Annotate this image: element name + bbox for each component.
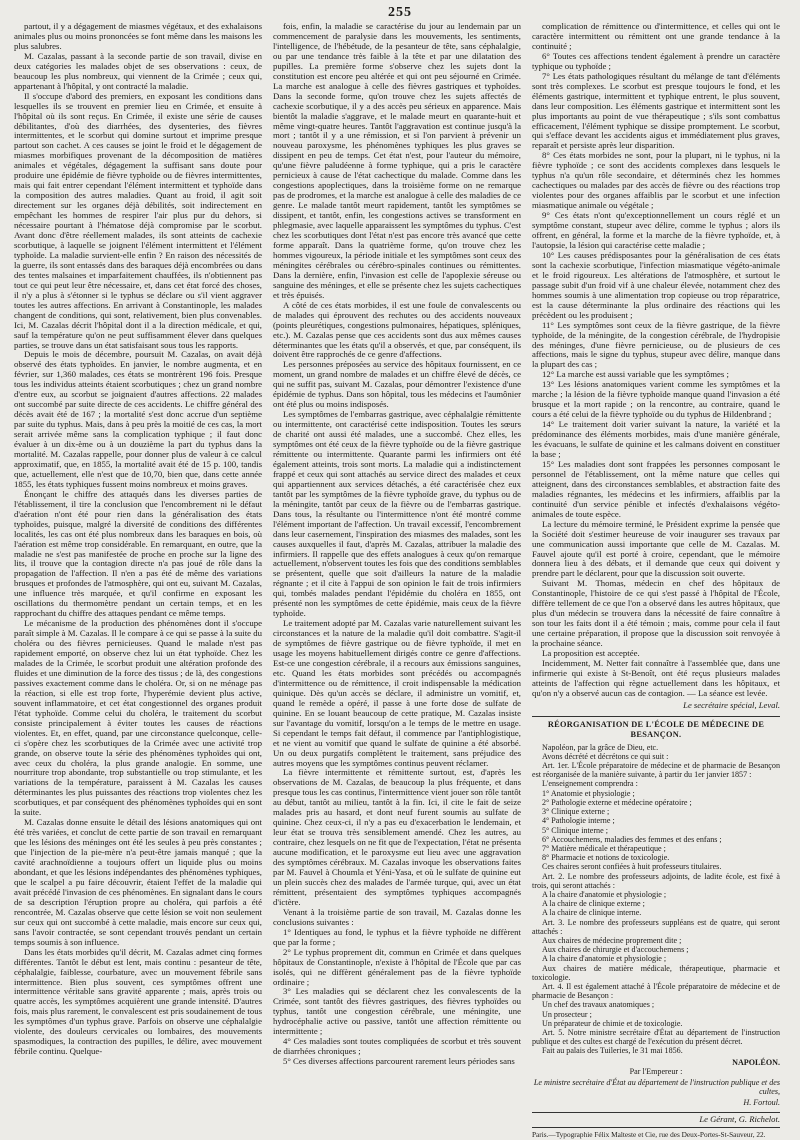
paragraph: Le mécanisme de la production des phénomènes dont il s'occupe paraît simple à M. Cazalas. Il le compare à ce qui se passe à la suite du choléra ou des fièvres pernicieuses. Quand le malade n'est pas rapidement emporté, on observe chez lui un état typhoïde. Chez les malades de la Crimée, le scorbut produit une altération profonde des fluides et une diminution de la force des tissus ; de là, des congestions passives exactement comme dans le choléra. Or, si on ne ménage pas la réaction, si elle est trop forte, l'hyperémie devient plus active, souvent inflammatoire, et cet état congestionnel des organes produit l'état typhoïde. Comme celui du choléra, le traitement du scorbut consiste principalement à éviter toutes les causes de réactions violentes. Et, en effet, quand, par une circonstance quelconque, celle-ci s'opère chez les scorbutiques de la Crimée avec une activité trop grande, on observe toute la série des phénomènes typhoïdes qui ont, avec ceux du choléra, la plus grande analogie. En somme, une nourriture trop abondante, trop substantielle ou trop stimulante, et les variations de la température, paraissent à M. Cazalas les causes déterminantes les plus puissantes des réactions trop violentes chez les scorbutiques, et par conséquent des phénomènes typhoïdes qui en sont la suite.	[14, 618, 262, 818]
conclusion-item: 12° La marche est aussi variable que les symptômes ;	[542, 369, 729, 380]
paragraph: Énonçant le chiffre des attaqués dans les diverses parties de l'établissement, il tire la conclusion que l'encombrement ni le défaut d'aération n'ont été pour rien dans la généralisation des états typhoïdes, puisque, malgré la diversité de conditions des différentes localités, les cas ont été plus nombreux dans les baraques en bois, où l'aération est même trop considérable. En remarquant, en outre, que la maladie ne s'est pas manifestée de proche en proche sur la ligne des lits, il trouve que la contagion directe n'a pas joué de rôle dans la propagation de l'affection. Il n'en a pas été de même des variations brusques et profondes de l'atmosphère, qui ont eu, suivant M. Cazalas, une influence très marquée, et qu'il confirme en exposant les oscillations du thermomètre pendant un certain temps, et en les rapprochant du chiffre des attaques pendant ce même temps.	[14, 488, 262, 619]
by-emperor: Par l'Empereur :	[629, 1066, 683, 1076]
conclusion-item: 7° Les états pathologiques résultant du mélange de tant d'éléments sont très complexes. Le scorbut est presque toujours le fond, et les éléments gastrique, intermittent et typhique entrent, le plus souvent, dans leur composition. Les éléments gastrique et intermittent sont les plus importants au point de vue thérapeutique ; s'ils sont combattus efficacement, l'élément typhique se dissipe promptement. Le scorbut, qui s'efface devant les accidents aigus et immédiatement plus graves, reparaît et persiste après leur disparition.	[532, 70, 780, 151]
conclusion-item: 1° Identiques au fond, le typhus et la fièvre typhoïde ne diffèrent que par la forme ;	[273, 926, 521, 947]
decree-article: A la chaire de clinique externe ;	[542, 899, 645, 909]
conclusion-item: 11° Les symptômes sont ceux de la fièvre gastrique, de la fièvre typhoïde, de la méningite, de la congestion cérébrale, de l'hydropisie des méninges, d'une fièvre pernicieuse, ou de plusieurs de ces affections, mais le signe du typhus, stupeur avec délire, manque dans la plupart des cas ;	[532, 319, 780, 370]
decree-article: Aux chaires de matière médicale, thérapeutique, pharmacie et toxicologie.	[532, 963, 780, 982]
paragraph: M. Cazalas donne ensuite le détail des lésions anatomiques qui ont été très variées, et conclut de cette partie de son travail en remarquant que les lésions des méninges ont été les seules à peu près constantes ; que l'injection de la pie-mère n'a peut-être jamais manqué ; que la cavité arachnoïdienne a toujours offert un liquide plus ou moins abondant, et que les lésions indépendantes des phénomènes typhiques, que le scalpel a pu faire découvrir, étaient l'effet de la maladie qui avait précédé l'invasion de ces phénomènes. En signalant dans le cours de sa description l'éruption propre au choléra, qui parfois a été rencontrée, M. Cazalas observe que cette lésion se voit non seulement sur ceux qui ont succombé à cette maladie, mais encore sur ceux qui, sans l'avoir contractée, se sont cependant trouvés pendant un certain temps soumis à son influence.	[14, 817, 262, 947]
paragraph: Les symptômes de l'embarras gastrique, avec céphalalgie rémittente ou intermittente, ont caractérisé cette indisposition. Toutes les sœurs de charité ont aussi été malades, une a succombé. Chez elles, les symptômes ont été ceux de la fièvre typhoïde ou de la fièvre gastrique rémittente ou intermittente. Quarante parmi les infirmiers ont été également atteints, trois sont morts. La maladie qui a indistinctement frappé et ceux qui sont attachés au service direct des malades et ceux qui appartiennent aux services détachés, a été caractérisée chez eux tantôt par les symptômes de la fièvre typhoïde grave, du typhus ou de la méningite, tantôt par ceux de la fièvre ou de l'embarras gastrique. Dans tous, la résultante ou l'intermittence n'ont été montré comme l'élément important de l'affection. Un travail excessif, l'encombrement dans leur casernement, l'inspiration des miasmes des malades, sont les causes auxquelles il faut, d'après M. Cazalas, attribuer la maladie des infirmiers. Il rappelle que des effets analogues à ceux qu'on remarque actuellement, n'observent toutes les fois que des conditions semblables se présentent, quelle que soit d'ailleurs la nature de la maladie régnante ; et il cite à l'appui de son opinion le fait de trois infirmiers qui, tombés malades pendant l'épidémie du choléra en 1855, ont présenté non les symptômes de cette épidémie, mais ceux de la fièvre typhoïde.	[273, 409, 521, 619]
conclusion-item: 9° Ces états n'ont qu'exceptionnellement un cours réglé et un symptôme constant, stupeur avec délire, comme le typhus ; alors ils offrent, en général, la forme et la marche de la fièvre typhoïde, et, à l'autopsie, la lésion qui caractérise cette maladie ;	[532, 210, 780, 250]
paragraph: Les personnes préposées au service des hôpitaux fournissent, en ce moment, un grand nombre de malades et un chiffre élevé de décès, ce qui ne suffit pas, suivant M. Cazalas, pour démontrer l'existence d'une épidémie de typhus. Dans son hôpital, tous les médecins et l'aumônier ont été plus ou moins indisposés.	[273, 359, 521, 410]
decree-article: A la chaire de clinique interne.	[542, 908, 642, 918]
paragraph: La fièvre intermittente et rémittente surtout, est, d'après les observations de M. Cazalas, de beaucoup la plus fréquente, et dans presque tous les cas continus, l'intermittence vient jouer son rôle tantôt au début, tantôt au milieu, tantôt à la fin. Ici, il cite le fait de seize malades pris au hasard, et dont neuf furent soumis au sulfate de quinine. Chez ceux-ci, il n'y a pas eu d'exacerbation le lendemain, et leur état se trouva très sensiblement amendé. Chez les autres, au contraire, chez lesquels on ne fit que de l'expectation, l'état ne présenta aucune modification, et le paroxysme eut lieu avec une aggravation des symptômes cérébraux. M. Cazalas invoque les observations faites par M. Fauvel à Choumla et Yéni-Yasa, et où le sulfate de quinine eut un plein succès chez des malades de l'armée turque, qui, avec un état rémittent, présentaient des symptômes typhiques accompagnés d'ictère.	[273, 767, 521, 907]
decree-article: Aux chaires de médecine proprement dite ;	[542, 935, 682, 945]
teaching-item: 6° Accouchemens, maladies des femmes et des enfans ;	[542, 834, 722, 844]
column-1	[14, 22, 262, 1088]
decree-article: Art. 4. Il est également attaché à l'École préparatoire de médecine et de pharmacie de Besançon :	[532, 981, 780, 1001]
decree-line: Avons décrété et décrétons ce qui suit :	[542, 751, 669, 761]
decree-line: L'enseignement comprendra :	[542, 779, 638, 789]
paragraph: Dans les états morbides qu'il décrit, M. Cazalas admet cinq formes différentes. Tantôt le début est lent, mais continu : pesanteur de tête, céphalalgie, faiblesse, courbature, avec un mouvement fébrile sans intermittence. Bien plus souvent, ces symptômes offrent une intermittence véritable sans gravité apparente ; mais, après trois ou quatre accès, les symptômes acquièrent une grande intensité. D'autres fois, mais plus rarement, le convalescent est pris soudainement de tous les symptômes d'un typhus grave. Parfois on observe une céphalalgie violente, des douleurs cervicales ou lombaires, des mouvements spasmodiques, la contraction des pupilles, le délire, avec mouvement fébrile continu. Quelque-	[14, 946, 262, 1057]
decree-title: RÉORGANISATION DE L'ÉCOLE DE MÉDECINE DE BESANÇON.	[532, 716, 780, 740]
page-number: 255	[388, 5, 412, 20]
conclusion-item: 8° Ces états morbides ne sont, pour la plupart, ni le typhus, ni la fièvre typhoïde ; ce sont des accidents complexes dans lesquels le typhus n'a qu'un rôle secondaire, et déterminés chez les hommes cachectiques ou malades par des accès de fièvre ou des réactions trop violentes pour des organes affaiblis par le scorbut et une infection miasmatique animale ou végétale ;	[532, 150, 780, 211]
conclusion-item: 4° Ces maladies sont toutes compliquées de scorbut et très souvent de diarrhées chroniques ;	[273, 1036, 521, 1057]
paragraph: M. Cazalas, passant à la seconde partie de son travail, divise en deux catégories les malades objet de ses observations : ceux, de beaucoup les plus nombreux, qui viennent de la Crimée ; ceux qui, appartenant à l'hôpital, y ont contracté la maladie.	[14, 50, 262, 91]
conclusion-item: 15° Les maladies dont sont frappées les personnes composant le personnel de l'établissement, ont la même nature que celles qui atteignent, dans des circonstances semblables, et abstraction faite des maladies régnantes, les médecins et les infirmiers, affaiblis par la continuité d'un service pénible et infectés d'exhalaisons végéto-animales de toute espèce.	[532, 458, 780, 519]
decree-article: Art. 2. Le nombre des professeurs adjoints, de ladite école, est fixé à trois, qui seront attachés :	[532, 871, 780, 890]
paragraph: Suivant M. Thomas, médecin en chef des hôpitaux de Constantinople, l'histoire de ce qui s'est passé à l'hôpital de l'École, diffère tellement de ce que l'on a observé dans les autres hôpitaux, que plus d'un médecin se trouvera dans la nécessité de faire connaître à son tour les faits dont il a été témoin ; mais, comme pour cela il faut une certaine préparation, il propose que la discussion soit renvoyée à la prochaine séance.	[532, 578, 780, 649]
printer-line: Paris.—Typographie Félix Malteste et Cie, rue des Deux-Portes-St-Sauveur, 22.	[532, 1127, 780, 1140]
decree-article: Aux chaires de chirurgie et d'accouchemens ;	[542, 945, 689, 955]
decree-line: Napoléon, par la grâce de Dieu, etc.	[542, 742, 659, 752]
decree-article: A la chaire d'anatomie et physiologie ;	[542, 889, 667, 899]
paragraph: complication de rémittence ou d'intermittence, et celles qui ont le caractère intermittent ou rémittent ont une grande tendance à la continuité ;	[532, 21, 780, 51]
decree-line: Art. 1er. L'École préparatoire de médecine et de pharmacie de Besançon est réorganisée de la manière suivante, à partir du 1er janvier 1857 :	[532, 761, 780, 780]
manager-signature: Le Gérant, G. Richelot.	[699, 1113, 780, 1124]
decree-article: A la chaire d'anatomie et physiologie ;	[542, 954, 667, 964]
paragraph: La proposition est acceptée.	[542, 648, 640, 659]
decree-signer: NAPOLÉON.	[732, 1057, 780, 1067]
conclusion-item: 10° Les causes prédisposantes pour la généralisation de ces états sont la cachexie scorbutique, l'infection miasmatique végéto-animale et le froid rigoureux. Les altérations de l'atmosphère, et surtout le passage subit d'un froid vif à une chaleur élevée, notamment chez des hommes soumis à une alimentation trop copieuse ou trop réparatrice, est la cause déterminante la plus ordinaire des réactions qui les précèdent ou les produisent ;	[532, 249, 780, 320]
teaching-item: 8° Pharmacie et notions de toxicologie.	[542, 853, 670, 863]
paragraph: Depuis le mois de décembre, poursuit M. Cazalas, on avait déjà observé des états typhoïdes. En janvier, le nombre augmenta, et en février, sur 1,360 malades, ces états se montrèrent 196 fois. Presque tous les individus atteints étaient scorbutiques ; chez un grand nombre d'entre eux, au scorbut se joignaient d'autres affections. 22 malades ont succombé par suite directe de ces accidents. Le chiffre général des décès avait été de 167 ; la mortalité s'est donc accrue d'un septième par suite du typhus. Mais, dans à peu près la moitié de ces cas, la mort serait arrivée même sans la complication typhique ; il faut donc évaluer à un dix-ème ou à un douzième la part du typhus dans la mortalité. M. Cazalas rappelle, pour donner plus de valeur à ce calcul approximatif, que, en 1855, la mortalité avait été de 15 p. 100, tandis que, actuellement, elle n'est que de 10,70, bien que, dans cette année 1855, les états typhiques fussent moins nombreux et moins graves.	[14, 349, 262, 489]
decree-block	[532, 743, 780, 1108]
decree-article: Un chef des travaux anatomiques ;	[542, 1000, 655, 1010]
paragraph: Le traitement adopté par M. Cazalas varie naturellement suivant les circonstances et la nature de la maladie qu'il doit combattre. S'agit-il de symptômes de fièvre gastrique ou de fièvre typhoïde, il met en usage les moyens habituellement dirigés contre ce genre d'affections. Est-ce une congestion cérébrale, il a recours aux émissions sanguines, etc. Quand les états morbides sont précédés ou accompagnés d'intermittence ou de rémittence, il croit indispensable la médication quinique. Dès qu'un accès se déclare, il administre un vomitif, et, quand le remède a opéré, il passe à une forte dose de sulfate de quinine. En se louant beaucoup de cette pratique, M. Cazalas insiste sur l'avantage du vomitif, lorsqu'on a le temps de le mettre en usage. Si cependant le temps fait défaut, il commence par l'antiphlogistique, et ne vient au vomitif que quand le sulfate de quinine a été absorbé. Un ou deux purgatifs complètent le traitement, sans préjudice des autres moyens que les symptômes continus peuvent réclamer.	[273, 618, 521, 768]
decree-article: Art. 5. Notre ministre secrétaire d'État au département de l'instruction publique et des cultes est chargé de l'exécution du présent décret.	[532, 1027, 780, 1047]
minister-name: H. Fortoul.	[743, 1098, 780, 1108]
teaching-item: Ces chaires seront confiées à huit professeurs titulaires.	[542, 862, 722, 872]
teaching-item: 1° Anatomie et physiologie ;	[542, 788, 635, 798]
paragraph: Venant à la troisième partie de son travail, M. Cazalas donne les conclusions suivantes :	[273, 906, 521, 927]
decree-article: Fait au palais des Tuileries, le 31 mai 1856.	[542, 1046, 683, 1056]
teaching-item: 2° Pathologie externe et médecine opératoire ;	[542, 797, 692, 807]
decree-article: Un préparateur de chimie et de toxicologie.	[542, 1018, 683, 1028]
teaching-item: 4° Pathologie interne ;	[542, 816, 615, 826]
divider	[532, 1112, 780, 1113]
conclusion-item: 5° Ces diverses affections parcourent rarement leurs périodes sans	[283, 1056, 515, 1067]
conclusion-item: 2° Le typhus proprement dit, commun en Crimée et dans quelques hôpitaux de Constantinople, n'existe à l'hôpital de l'École que par cas isolés, qui ne diffèrent généralement pas de la fièvre typhoïde ordinaire ;	[273, 946, 521, 987]
decree-article: Art. 3. Le nombre des professeurs suppléans est de quatre, qui seront attachés :	[532, 917, 780, 936]
teaching-item: 3° Clinique externe ;	[542, 807, 610, 817]
column-2	[273, 22, 521, 1088]
conclusion-item: 3° Les maladies qui se déclarent chez les convalescents de la Crimée, sont tantôt des fièvres gastriques, des fièvres typhoïdes ou typhus, tantôt une congestion cérébrale, une méningite, une hydrocéphalie active ou passive, tantôt une affection rémittente ou intermittente ;	[273, 986, 521, 1037]
teaching-item: 5° Clinique interne ;	[542, 825, 608, 835]
conclusion-item: 14° Le traitement doit varier suivant la nature, la variété et la prédominance des éléments morbides, mais d'une manière générale, les évacuans, le sulfate de quinine et les calmans doivent en constituer la base ;	[532, 419, 780, 459]
decree-article: Un prosecteur ;	[542, 1009, 592, 1019]
secretary-signature: Le secrétaire spécial, Leval.	[683, 699, 780, 710]
paragraph: Il s'occupe d'abord des premiers, en exposant les conditions dans lesquelles ils se trouvent en premier lieu en Crimée, et ensuite à l'hôpital où ils sont reçus. En Crimée, il existe une série de causes débilitantes, d'où des diarrhées, des dysenteries, des fièvres intermittentes, et le scorbut qui domine surtout et imprime presque partout son cachet. A ces causes se joint le froid et le dégagement de miasmes morbifiques provenant de la décomposition de matières animales et végétales, dégagement la suffisant sans doute pour produire une épidémie de fièvre typhoïde ou de fièvres intermittentes, mais qui fait entrer cependant l'élément intermittent et typhoïde dans la composition des autres maladies. Quant au froid, il agit soit directement sur les organes déjà débilités, soit indirectement en empêchant les hommes de respirer l'air plus pur du dehors, si nécessaire pourtant à l'hématose déjà compromise par le scorbut. Avant donc d'être réellement malades, ils sont atteints de cachexie scorbutique, à laquelle se joignent l'élément intermittent et l'élément typhoïde. La maladie survient-elle enfin ? En raison des nécessités de la guerre, ils sont entassés dans des baraques déjà encombrées ou dans des tentes malsaines et imparfaitement chauffées, ils n'obtiennent pas tout ce qui peut leur être nécessaire, et, dans cet état forcé des choses, il n'y a plus à s'étonner si le typhus se déclare ou s'il vient aggraver toutes les autres affections. En arrivant à Constantinople, les malades changent de conditions, qui sont, relativement, bien plus convenables. Ici, M. Cazalas décrit l'hôpital dont il a la direction médicale, et qui, sauf la température qu'on ne peut suffisamment élever dans quelques parties, se trouve dans un état satisfaisant sous tous les rapports.	[14, 90, 262, 350]
teaching-item: 7° Matière médicale et thérapeutique ;	[542, 843, 666, 853]
paragraph: Incidemment, M. Netter fait connaître à l'assemblée que, dans une infirmerie qui existe à St-Benoît, ont été reçus plusieurs malades atteints de l'affection qui règne actuellement dans les hôpitaux, et qu'on n'y a observé aucun cas de contagion. — La séance est levée.	[532, 658, 780, 698]
paragraph: La lecture du mémoire terminé, le Président exprime la pensée que la Société doit s'estimer heureuse de voir inaugurer ses travaux par une communication aussi importante que celle de M. Cazalas. M. Fauvel ajoute qu'il est porté à croire, cependant, que le mémoire donnera lieu à des débats, et il demande que ceux qui doivent y prendre part le déclarent, pour que la discussion soit ouverte.	[532, 518, 780, 579]
paragraph: fois, enfin, la maladie se caractérise du jour au lendemain par un commencement de paralysie dans les mouvements, les sentiments, l'intelligence, de l'hébétude, de la pesanteur de tête, sans céphalalgie, ou par une tendance très faible à la tête et par une dilatation des pupilles. La première forme s'observe chez les sujets dont la constitution est encore peu altérée et qui ont peu séjourné en Crimée. La marche est analogue à celle des fièvres gastriques et typhoïdes. Dans la seconde forme, qu'on trouve chez les sujets affectés de cachexie scorbutique, il y a des accès peu sérieux en apparence. Mais bientôt la maladie s'aggrave, et le malade meurt en quarante-huit et même vingt-quatre heures. Tantôt l'aggravation est continue jusqu'à la mort ; tantôt il y a une rémission, et si l'on parvient à prévenir un nouveau paroxysme, les phénomènes typhiques les plus graves se dissipent en peu de temps. Cet état n'est, pour l'auteur du mémoire, qu'une fièvre paludéenne à forme typhique, qui a pris le caractère pernicieux à cause de l'état cachectique du malade. Comme dans les congestions apoplectiques, dans la troisième forme on ne remarque pas de prodromes, et la marche est analogue à celle des maladies de ce genre. Le malade tantôt meurt rapidement, tantôt les symptômes se dissipent, et tantôt, enfin, les congestions actives se transforment en phlegmasie, avec laquelle apparaissent les symptômes du typhus. C'est chez les scorbutiques dont l'état n'est pas encore très avancé que cette forme apparaît. Dans la quatrième forme, qu'on trouve chez les hommes vigoureux, la période initiale et les symptômes sont ceux des méningites cérébrales ou cérébro-spinales continues ou rémittentes. Dans la dernière, enfin, l'invasion est celle de l'apoplexie séreuse ou sanguine des méninges, et elle se présente chez les sujets cachectiques et très épuisés.	[273, 21, 521, 300]
paragraph: A côté de ces états morbides, il est une foule de convalescents ou de malades qui éprouvent des rechutes ou des accidents nouveaux (points pleurétiques, congestions pulmonaires, hépatiques, spléniques, etc.). M. Cazalas pense que ces accidents sont dus aux mêmes causes déterminantes que les états qu'il a observés, et que, par conséquent, ils doivent être rapprochés de ce genre d'affections.	[273, 299, 521, 360]
paragraph: partout, il y a dégagement de miasmes végétaux, et des exhalaisons animales plus ou moins prononcées se font même dans les maisons les plus salubres.	[14, 21, 262, 51]
conclusion-item: 6° Toutes ces affections tendent également à prendre un caractère typhique ou typhoïde ;	[532, 50, 780, 71]
minister-title: Le ministre secrétaire d'État au département de l'instruction publique et des cultes,	[533, 1077, 780, 1097]
conclusion-item: 13° Les lésions anatomiques varient comme les symptômes et la marche ; la lésion de la fièvre typhoïde manque quand l'invasion a été brusque et la mort rapide ; on la rencontre, au contraire, quand le cours a été celui de la fièvre typhoïde ou du typhus de Hildenbrand ;	[532, 379, 780, 420]
column-3	[532, 21, 780, 1139]
